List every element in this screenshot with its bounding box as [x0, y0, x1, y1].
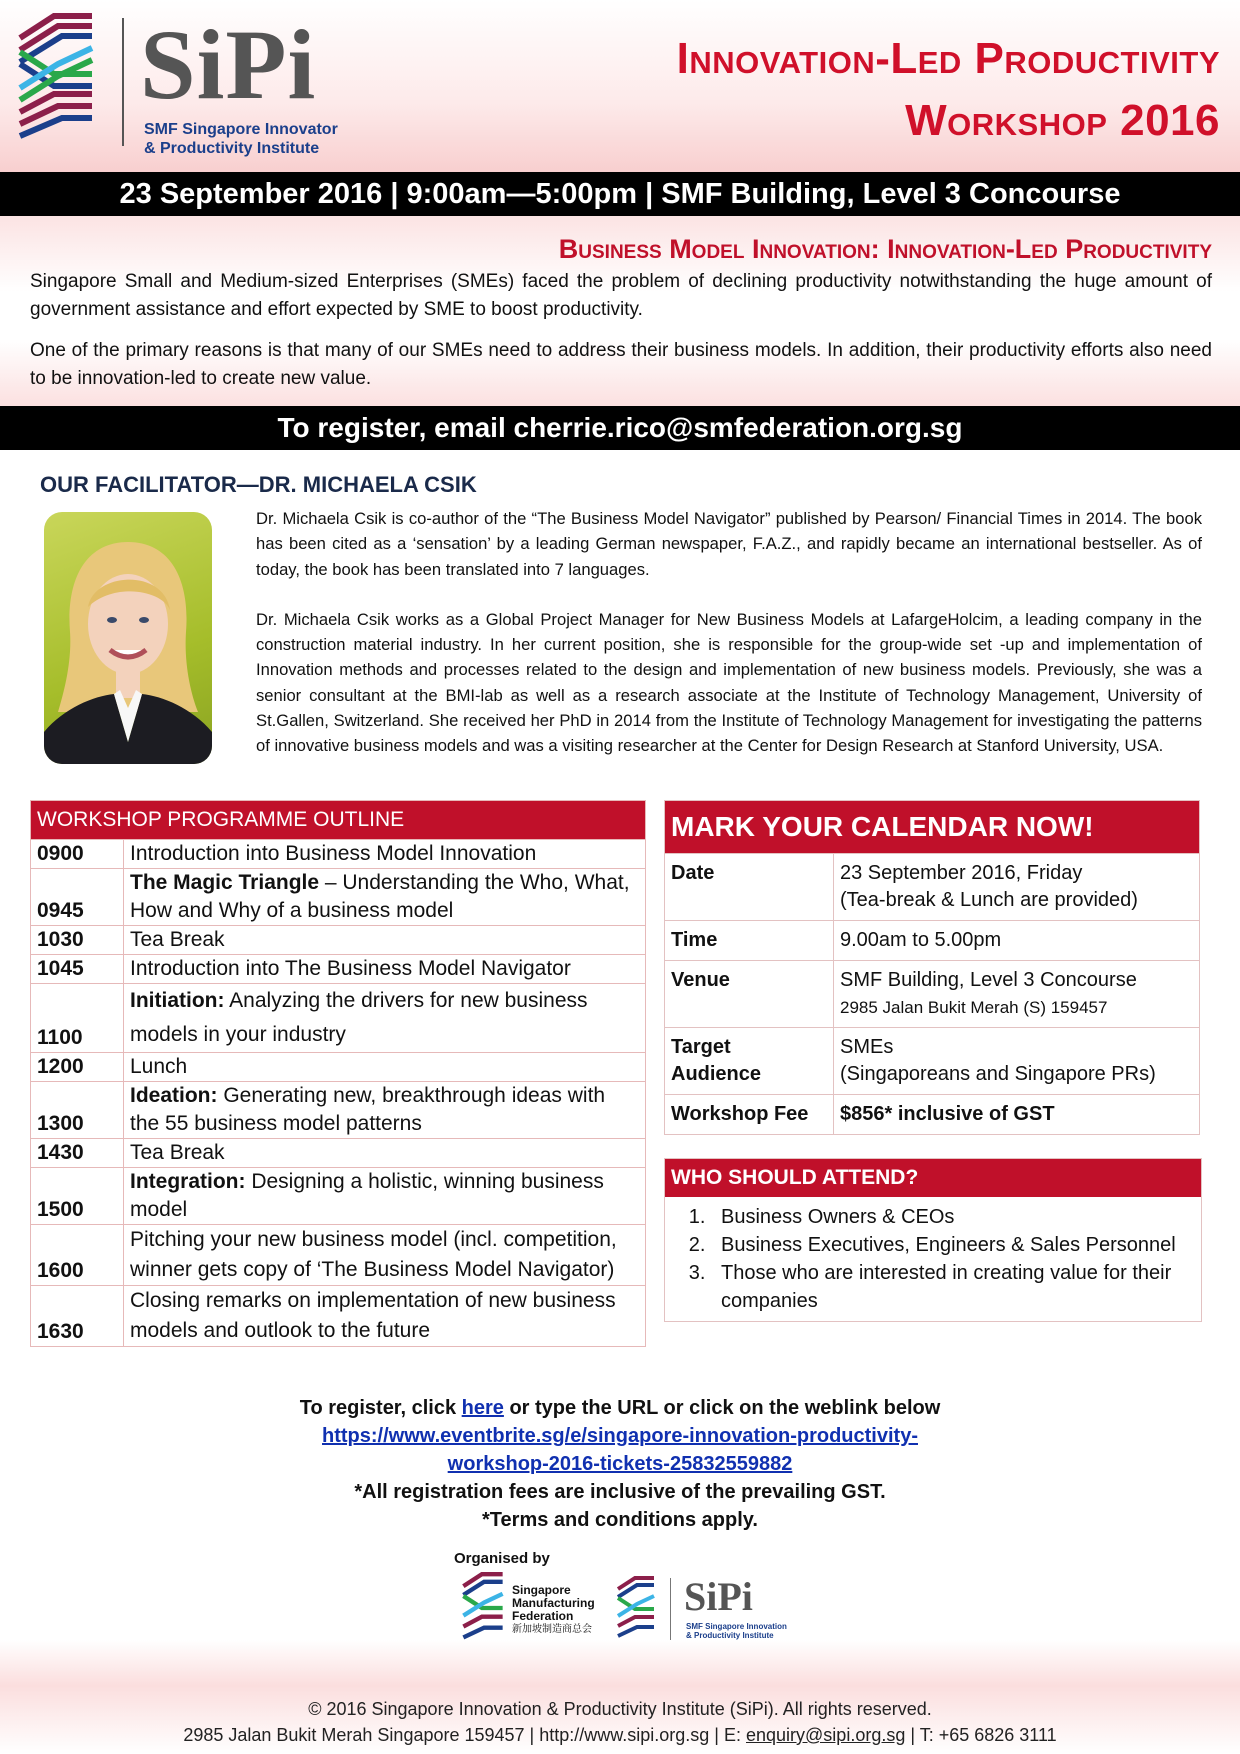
list-item: 2. Business Executives, Engineers & Sales Personnel — [711, 1231, 1201, 1259]
footer-copyright: © 2016 Singapore Innovation & Productivity Institute (SiPi). All rights reserved. — [308, 1699, 932, 1719]
list-item: 3. Those who are interested in creating value for their companies — [711, 1259, 1201, 1315]
audience-label-line1: Target — [671, 1036, 731, 1058]
table-row — [31, 840, 646, 869]
table-row — [31, 1225, 646, 1286]
footer-contact — [0, 1722, 1240, 1748]
smf-text-chinese: 新加坡制造商总会 — [512, 1624, 592, 1635]
intro-paragraph-1: Singapore Small and Medium-sized Enterprises (SMEs) faced the problem of declining productivity notwithstanding the huge amount of government assistance and effort expected by SME to boost productivity. — [30, 271, 1212, 320]
facilitator-bio — [256, 506, 1202, 759]
bio-spacer — [256, 582, 1202, 607]
logo-subtitle-line1: SMF Singapore Innovator — [144, 121, 338, 138]
activity-text: Analyzing the drivers for new business models in your industry — [130, 989, 588, 1046]
event-info-bar: 23 September 2016 | 9:00am—5:00pm | SMF Building, Level 3 Concourse — [0, 172, 1240, 216]
smf-logo-text — [512, 1584, 595, 1636]
eventbrite-link[interactable] — [0, 1422, 1240, 1478]
activity-bold: Initiation: — [130, 989, 225, 1012]
date-text: 23 September 2016, Friday — [840, 862, 1083, 884]
time-cell: 1045 — [31, 955, 124, 984]
table-row — [31, 955, 646, 984]
time-cell: 1100 — [31, 984, 124, 1053]
activity-cell — [124, 1286, 646, 1347]
register-text-pre: To register, click — [299, 1397, 462, 1419]
table-row — [31, 1139, 646, 1168]
bio-paragraph-2: Dr. Michaela Csik works as a Global Project Manager for New Business Models at LafargeHolcim, a leading company in the construction material industry. In her current position, she is responsible for the group-wide set -up and implementation of Innovation methods and processes related to the design and implementation of new business models. Previously, she was a senior consultant at the BMI-lab as well as a research associate at the Institute of Technology Management, University of St.Gallen, Switzerland. She received her PhD in 2014 from the Institute of Technology Management for investigating the patterns of innovative business models and was a visiting researcher at the Center for Design Research at Stanford University, USA. — [256, 609, 1202, 756]
activity-cell — [124, 1139, 646, 1168]
time-cell: 1630 — [31, 1286, 124, 1347]
activity-cell — [124, 1168, 646, 1225]
table-row — [31, 869, 646, 926]
who-should-attend — [664, 1158, 1202, 1322]
date-label: Date — [665, 854, 834, 921]
time-cell: 1500 — [31, 1168, 124, 1225]
time-cell: 1030 — [31, 926, 124, 955]
activity-text: Lunch — [130, 1055, 188, 1078]
activity-cell — [124, 1053, 646, 1082]
facilitator-heading: OUR FACILITATOR—DR. MICHAELA CSIK — [40, 472, 477, 497]
title-line1: Innovation-Led Productivity — [676, 34, 1220, 83]
register-email-bar: To register, email cherrie.rico@smfederation.org.sg — [0, 406, 1240, 450]
logo-divider — [122, 18, 124, 146]
time-cell: 1200 — [31, 1053, 124, 1082]
smf-text-line1: Singapore — [512, 1583, 571, 1597]
table-row — [31, 984, 646, 1053]
logo-wordmark: SiPi — [140, 9, 317, 120]
time-cell: 0945 — [31, 869, 124, 926]
facilitator-photo — [44, 512, 212, 764]
calendar-row-date — [665, 854, 1200, 921]
time-label: Time — [665, 921, 834, 961]
url-line1[interactable]: https://www.eventbrite.sg/e/singapore-innovation-productivity- — [322, 1425, 918, 1447]
activity-cell — [124, 1082, 646, 1139]
time-cell: 1300 — [31, 1082, 124, 1139]
sipi-small-logo-icon — [614, 1576, 658, 1642]
activity-cell — [124, 840, 646, 869]
audience-label-line2: Audience — [671, 1063, 762, 1085]
activity-text: Closing remarks on implementation of new business models and outlook to the future — [130, 1289, 616, 1342]
activity-text: Tea Break — [130, 928, 225, 951]
bio-paragraph-1: Dr. Michaela Csik is co-author of the “The Business Model Navigator” published by Pearson/ Financial Times in 2014. The book has been cited as a ‘sensation’ by a leading German newspaper, F.A.Z., and rapidly became an international bestseller. As of today, the book has been translated into 7 languages. — [256, 509, 1202, 579]
terms-note: *Terms and conditions apply. — [482, 1509, 758, 1531]
audience-value — [834, 1028, 1200, 1095]
organised-by-label: Organised by — [454, 1550, 550, 1567]
footer-address: 2985 Jalan Bukit Merah Singapore 159457 | http://www.sipi.org.sg | E: — [183, 1725, 746, 1745]
activity-text: Pitching your new business model (incl. competition, winner gets copy of ‘The Business Model Navigator) — [130, 1228, 617, 1281]
title-line2: Workshop 2016 — [905, 96, 1220, 145]
activity-text: Introduction into Business Model Innovation — [130, 842, 537, 865]
fee-value: $856* inclusive of GST — [834, 1095, 1200, 1135]
activity-text: Generating new, breakthrough ideas with the 55 business model patterns — [130, 1084, 606, 1135]
table-row — [31, 1286, 646, 1347]
activity-cell — [124, 869, 646, 926]
gst-note: *All registration fees are inclusive of the prevailing GST. — [354, 1481, 886, 1503]
sipi-small-subtitle — [686, 1622, 787, 1640]
here-link[interactable]: here — [461, 1397, 504, 1419]
venue-value — [834, 961, 1200, 1028]
activity-cell — [124, 926, 646, 955]
calendar-row-venue — [665, 961, 1200, 1028]
calendar-row-audience — [665, 1028, 1200, 1095]
table-row — [31, 1168, 646, 1225]
activity-text: Tea Break — [130, 1141, 225, 1164]
audience-label — [665, 1028, 834, 1095]
activity-text: Designing a holistic, winning business model — [130, 1170, 604, 1221]
activity-cell — [124, 955, 646, 984]
date-value — [834, 854, 1200, 921]
calendar-table — [664, 800, 1200, 1135]
activity-bold: Integration: — [130, 1170, 246, 1193]
list-item: 1. Business Owners & CEOs — [711, 1203, 1201, 1231]
portrait-icon — [44, 512, 212, 764]
logo-subtitle-line2: & Productivity Institute — [144, 140, 320, 157]
activity-cell — [124, 1225, 646, 1286]
time-cell: 1430 — [31, 1139, 124, 1168]
calendar-row-time — [665, 921, 1200, 961]
calendar-heading: MARK YOUR CALENDAR NOW! — [665, 801, 1200, 854]
date-note: (Tea-break & Lunch are provided) — [840, 889, 1138, 911]
time-cell: 0900 — [31, 840, 124, 869]
time-cell: 1600 — [31, 1225, 124, 1286]
calendar-row-fee — [665, 1095, 1200, 1135]
smf-text-line3: Federation — [512, 1609, 574, 1623]
intro-paragraph-2: One of the primary reasons is that many of our SMEs need to address their business models. In addition, their productivity efforts also need to be innovation-led to create new value. — [30, 340, 1212, 389]
who-heading: WHO SHOULD ATTEND? — [665, 1159, 1201, 1197]
table-row — [31, 1082, 646, 1139]
audience-note: (Singaporeans and Singapore PRs) — [840, 1063, 1156, 1085]
sipi-logo-icon — [14, 12, 98, 144]
url-line2[interactable]: workshop-2016-tickets-25832559882 — [447, 1453, 793, 1475]
fee-label: Workshop Fee — [665, 1095, 834, 1135]
activity-text: Introduction into The Business Model Navigator — [130, 957, 571, 980]
sipi-small-wordmark: SiPi — [684, 1574, 753, 1619]
programme-table — [30, 800, 646, 1347]
audience-text: SMEs — [840, 1036, 894, 1058]
register-text-post: or type the URL or click on the weblink below — [503, 1397, 941, 1419]
activity-text: – Understanding the Who, What, How and Why of a business model — [130, 871, 630, 922]
venue-label: Venue — [665, 961, 834, 1028]
activity-bold: Ideation: — [130, 1084, 218, 1107]
smf-logo-icon — [456, 1572, 510, 1644]
activity-cell — [124, 984, 646, 1053]
smf-text-line2: Manufacturing — [512, 1596, 595, 1610]
table-row — [31, 926, 646, 955]
logo-subtitle — [144, 120, 338, 158]
footer-email-link[interactable]: enquiry@sipi.org.sg — [746, 1725, 906, 1745]
sipi-small-sub1: SMF Singapore Innovation — [686, 1622, 787, 1631]
page-title — [677, 28, 1220, 152]
table-row — [31, 1053, 646, 1082]
sipi-small-sub2: & Productivity Institute — [686, 1631, 774, 1640]
programme-heading: WORKSHOP PROGRAMME OUTLINE — [31, 801, 646, 840]
org-logo-divider — [670, 1578, 671, 1640]
register-instructions — [0, 1394, 1240, 1422]
venue-address: 2985 Jalan Bukit Merah (S) 159457 — [840, 998, 1108, 1017]
attendee-list — [665, 1203, 1201, 1315]
venue-text: SMF Building, Level 3 Concourse — [840, 969, 1137, 991]
intro-title: Business Model Innovation: Innovation-Led Productivity — [558, 234, 1212, 264]
footer-phone: | T: +65 6826 3111 — [905, 1725, 1057, 1745]
activity-bold: The Magic Triangle — [130, 871, 320, 894]
time-value: 9.00am to 5.00pm — [834, 921, 1200, 961]
